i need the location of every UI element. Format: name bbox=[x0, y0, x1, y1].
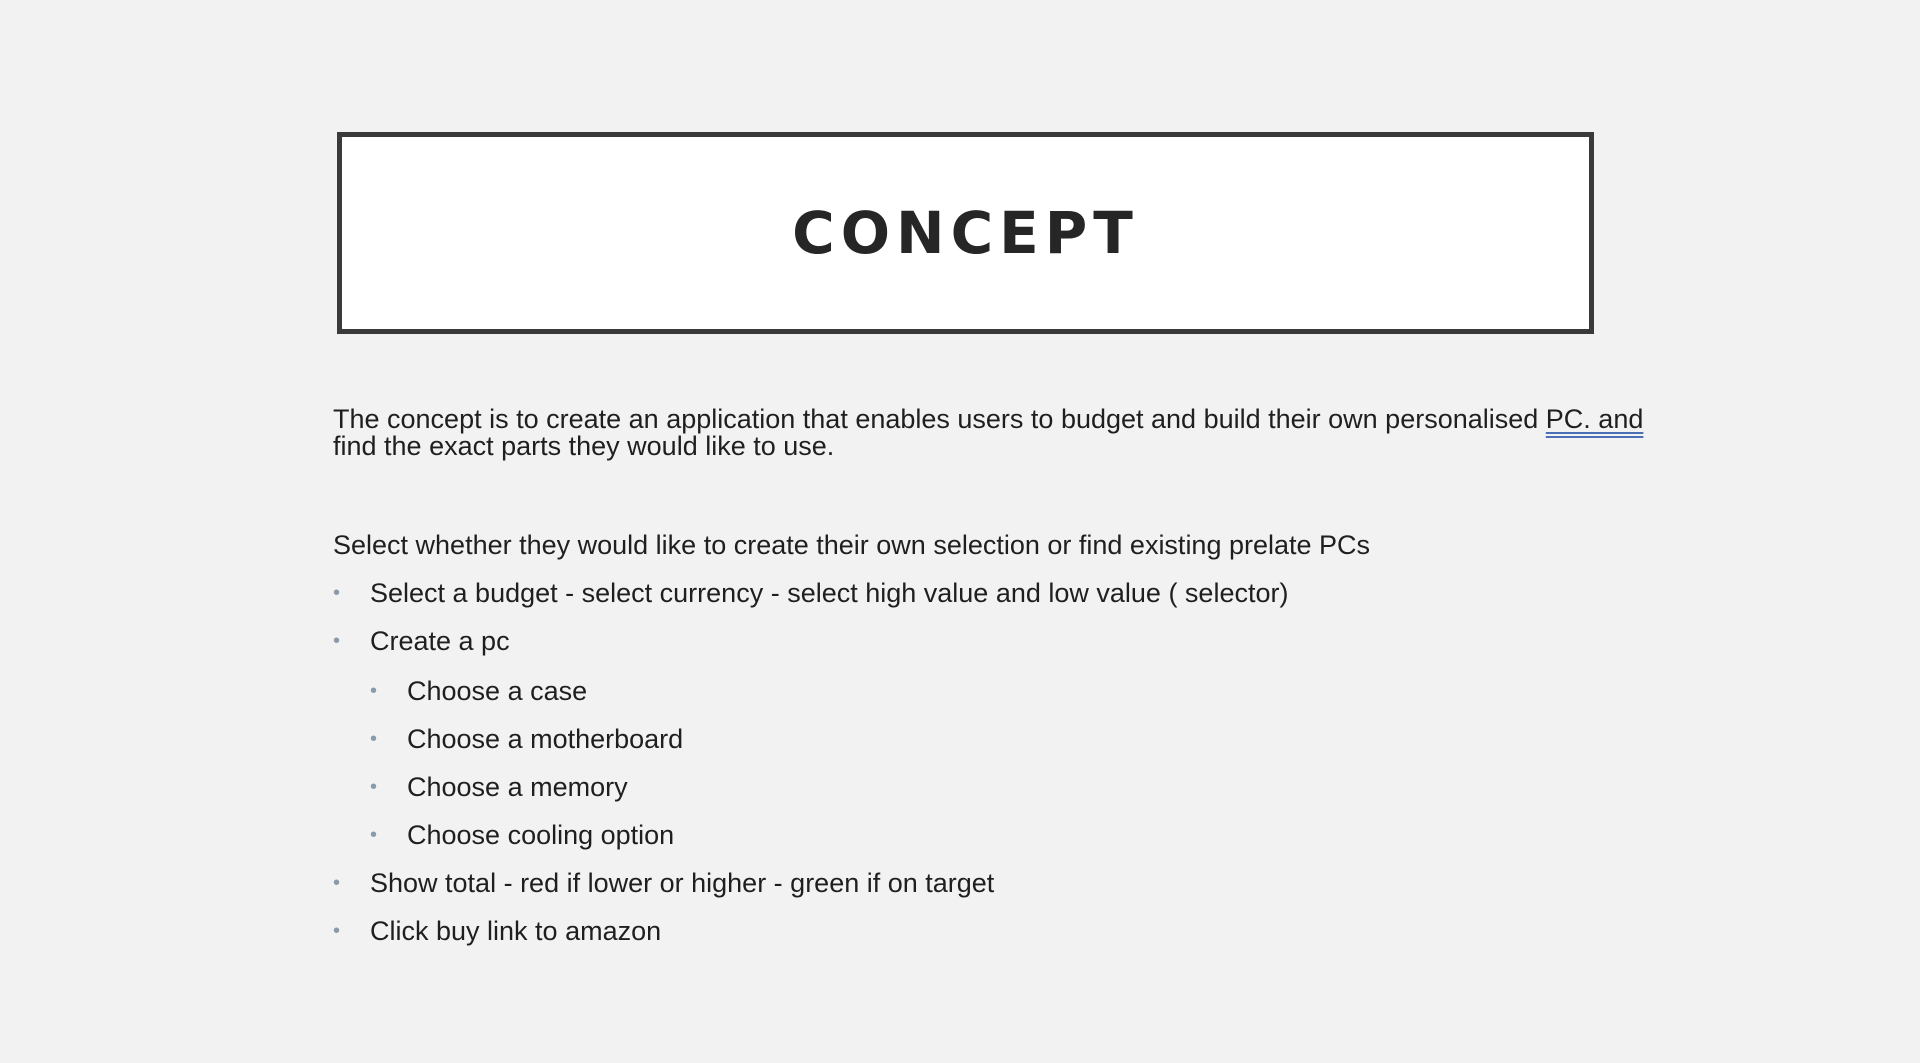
bullet-icon: • bbox=[333, 582, 341, 604]
list-item bbox=[333, 580, 1288, 628]
list-item bbox=[333, 918, 1288, 966]
list-item bbox=[333, 870, 1288, 918]
list-item bbox=[333, 678, 1288, 726]
list-item-text: Choose a motherboard bbox=[407, 724, 684, 754]
list-item-text: Show total - red if lower or higher - green if on target bbox=[370, 868, 995, 898]
intro-link-text[interactable]: PC. and bbox=[1545, 404, 1644, 434]
bullet-icon: • bbox=[370, 776, 378, 798]
slide-title: CONCEPT bbox=[792, 199, 1139, 267]
list-item-text: Choose cooling option bbox=[407, 820, 675, 850]
bullet-icon: • bbox=[370, 824, 378, 846]
bullet-icon: • bbox=[370, 680, 378, 702]
bullet-icon: • bbox=[370, 728, 378, 750]
intro-paragraph bbox=[333, 406, 1673, 460]
bullet-icon: • bbox=[333, 630, 341, 652]
list-item-text: Click buy link to amazon bbox=[370, 916, 662, 946]
list-item-text: Choose a memory bbox=[407, 772, 628, 802]
intro-text-end: find the exact parts they would like to use. bbox=[333, 431, 835, 461]
list-item-text: Choose a case bbox=[407, 676, 588, 706]
list-item bbox=[333, 628, 1288, 676]
list-item bbox=[333, 774, 1288, 822]
bullet-icon: • bbox=[333, 872, 341, 894]
list-item-text: Create a pc bbox=[370, 626, 510, 656]
bullet-icon: • bbox=[333, 920, 341, 942]
list-item-text: Select a budget - select currency - select high value and low value ( selector) bbox=[370, 578, 1289, 608]
intro-text-start: The concept is to create an application that enables users to budget and build their own personalised bbox=[333, 404, 1546, 434]
list-item bbox=[333, 822, 1288, 870]
bullet-list bbox=[333, 580, 1288, 966]
slide-body bbox=[333, 404, 1673, 946]
title-box bbox=[337, 132, 1594, 334]
list-item bbox=[333, 726, 1288, 774]
lead-text: Select whether they would like to create their own selection or find existing prelate PCs bbox=[333, 530, 1371, 560]
